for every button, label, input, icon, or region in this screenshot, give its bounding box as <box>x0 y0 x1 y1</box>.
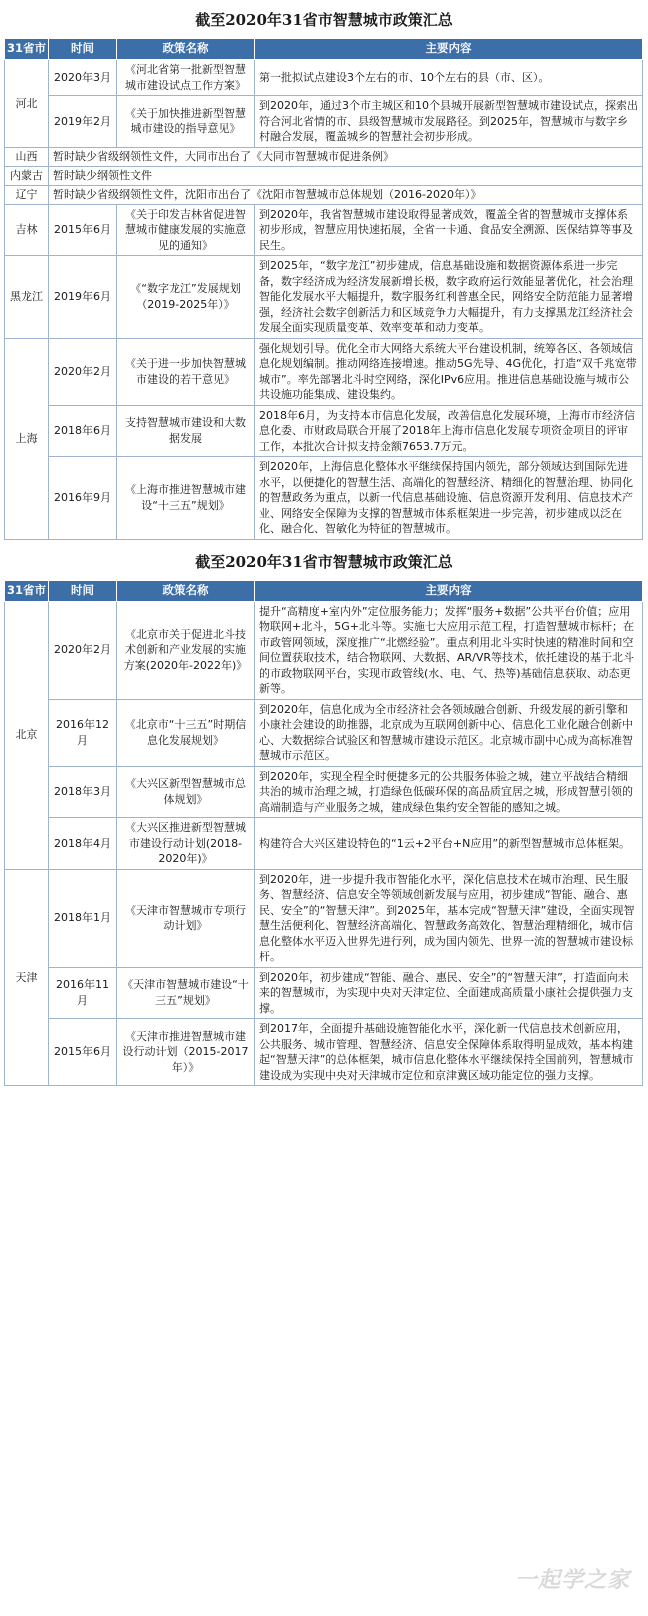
content-cell: 到2020年，初步建成“智能、融合、惠民、安全”的“智慧天津”，打造面向未来的智慧城市，为实现中央对天津定位、全面建成高质量小康社会提供强力支撑。 <box>255 967 643 1019</box>
policy-table-2 <box>4 580 643 1087</box>
policy-cell: 《北京市关于促进北斗技术创新和产业发展的实施方案(2020年-2022年)》 <box>117 601 255 699</box>
time-cell: 2018年1月 <box>49 869 117 967</box>
table-row <box>5 766 643 818</box>
section-title-2: 截至2020年31省市智慧城市政策汇总 <box>195 552 453 571</box>
table-row <box>5 256 643 339</box>
table-row <box>5 967 643 1019</box>
table-row <box>5 96 643 148</box>
policy-cell: 《大兴区新型智慧城市总体规划》 <box>117 766 255 818</box>
time-cell: 2019年6月 <box>49 256 117 339</box>
note-cell: 暂时缺少省级纲领性文件，大同市出台了《大同市智慧城市促进条例》 <box>49 147 643 166</box>
table-row <box>5 818 643 870</box>
content-cell: 到2017年，全面提升基础设施智能化水平，深化新一代信息技术创新应用，公共服务、城市管理、智慧经济、信息安全保障体系取得明显成效，基本构建起“智慧天津”的总体框架，城市信息化整体水平继续保持全国前列，智慧城市建设成为实现中央对天津城市定位和京津冀区域功能定位的强力支撑。 <box>255 1019 643 1086</box>
table-row <box>5 204 643 256</box>
note-cell: 暂时缺少纲领性文件 <box>49 166 643 185</box>
table-row <box>5 405 643 457</box>
time-cell: 2015年6月 <box>49 204 117 256</box>
column-header-policy: 政策名称 <box>117 39 255 60</box>
section-title-1: 截至2020年31省市智慧城市政策汇总 <box>195 11 453 29</box>
policy-cell: 《河北省第一批新型智慧城市建设试点工作方案》 <box>117 60 255 96</box>
province-cell-shanxi: 山西 <box>5 147 49 166</box>
time-cell: 2020年3月 <box>49 60 117 96</box>
table-row <box>5 185 643 204</box>
content-cell: 构建符合大兴区建设特色的“1云+2平台+N应用”的新型智慧城市总体框架。 <box>255 818 643 870</box>
time-cell: 2020年2月 <box>49 338 117 405</box>
content-cell: 提升“高精度+室内外”定位服务能力；发挥“服务+数据”公共平台价值；应用物联网+北斗，5G+北斗等。实施七大应用示范工程，打造智慧城市标杆；在市政管网领域，深度推广“北燃经验”。重点利用北斗实时快速的精准时间和空间位置获取技术，结合物联网、大数据、AR/VR等技术，依托建设的基于北斗的市政物联网平台，实现市政管线(水、电、气、热等)基础信息获取、动态更新等。 <box>255 601 643 699</box>
province-cell-beijing: 北京 <box>5 601 49 869</box>
province-cell-heilongjiang: 黑龙江 <box>5 256 49 339</box>
table-row <box>5 601 643 699</box>
content-cell: 到2025年，“数字龙江”初步建成，信息基础设施和数据资源体系进一步完备，数字经济成为经济发展新增长极，数字政府运行效能显著优化，社会治理智能化发展水平大幅提升，数字服务红利普惠全民，网络安全防范能力显著增强，经济社会数字创新活力和区域竞争力大幅提升，有力支撑黑龙江经济社会发展全面实现质量变革、效率变革和动力变革。 <box>255 256 643 339</box>
time-cell: 2016年12月 <box>49 699 117 766</box>
province-cell-hebei: 河北 <box>5 60 49 148</box>
province-cell-liaoning: 辽宁 <box>5 185 49 204</box>
table-row <box>5 699 643 766</box>
policy-cell: 《大兴区推进新型智慧城市建设行动计划(2018-2020年)》 <box>117 818 255 870</box>
policy-table-1 <box>4 38 643 540</box>
policy-cell: 《关于进一步加快智慧城市建设的若干意见》 <box>117 338 255 405</box>
column-header-content: 主要内容 <box>255 580 643 601</box>
policy-cell: 支持智慧城市建设和大数据发展 <box>117 405 255 457</box>
content-cell: 强化规划引导。优化全市大网络大系统大平台建设机制，统筹各区、各领域信息化规划编制。推动网络连接增速。推动5G先导、4G优化，打造“双千兆宽带城市”。率先部署北斗时空网络，深化IPv6应用。推进信息基础设施与城市公共设施功能集成、建设集约。 <box>255 338 643 405</box>
note-cell: 暂时缺少省级纲领性文件，沈阳市出台了《沈阳市智慧城市总体规划（2016-2020年）》 <box>49 185 643 204</box>
content-cell: 2018年6月，为支持本市信息化发展，改善信息化发展环境，上海市市经济信息化委、市财政局联合开展了2018年上海市信息化发展专项资金项目的评审工作，本批次合计拟支持金额7653.7万元。 <box>255 405 643 457</box>
content-cell: 到2020年，通过3个市主城区和10个县城开展新型智慧城市建设试点，探索出符合河北省情的市、县级智慧城市发展路径。到2025年，智慧城市与数字乡村融合发展，覆盖城乡的智慧社会初步形成。 <box>255 96 643 148</box>
table-row <box>5 457 643 540</box>
province-cell-neimenggu: 内蒙古 <box>5 166 49 185</box>
policy-cell: 《关于加快推进新型智慧城市建设的指导意见》 <box>117 96 255 148</box>
time-cell: 2016年11月 <box>49 967 117 1019</box>
content-cell: 到2020年，信息化成为全市经济社会各领域融合创新、升级发展的新引擎和小康社会建设的助推器，北京成为互联网创新中心、信息化工业化融合创新中心、大数据综合试验区和智慧城市建设示范区。北京城市副中心成为高标准智慧城市示范区。 <box>255 699 643 766</box>
content-cell: 到2020年，进一步提升我市智能化水平，深化信息技术在城市治理、民生服务、智慧经济、信息安全等领域创新发展与应用，初步建成“智能、融合、惠民、安全”的“智慧天津”。到2025年，基本完成“智慧天津”建设，全面实现智慧生活便利化、智慧经济高端化、智慧政务高效化、智慧治理精细化，城市信息化整体水平迈入世界先进行列，成为国内领先、世界一流的智慧城市建设标杆。 <box>255 869 643 967</box>
content-cell: 到2020年，上海信息化整体水平继续保持国内领先，部分领域达到国际先进水平，以便捷化的智慧生活、高端化的智慧经济、精细化的智慧治理、协同化的智慧政务为重点，以新一代信息基础设施、信息资源开发利用、信息技术产业、网络安全保障为支撑的智慧城市体系框架进一步完善，初步建成以泛在化、融合化、智敏化为特征的智慧城市。 <box>255 457 643 540</box>
time-cell: 2018年6月 <box>49 405 117 457</box>
policy-cell: 《关于印发吉林省促进智慧城市健康发展的实施意见的通知》 <box>117 204 255 256</box>
table-row <box>5 60 643 96</box>
time-cell: 2018年3月 <box>49 766 117 818</box>
time-cell: 2018年4月 <box>49 818 117 870</box>
province-cell-tianjin: 天津 <box>5 869 49 1086</box>
province-cell-shanghai: 上海 <box>5 338 49 539</box>
policy-cell: 《天津市智慧城市建设“十三五”规划》 <box>117 967 255 1019</box>
column-header-content: 主要内容 <box>255 39 643 60</box>
column-header-time: 时间 <box>49 39 117 60</box>
table-row <box>5 338 643 405</box>
time-cell: 2019年2月 <box>49 96 117 148</box>
content-cell: 到2020年，实现全程全时便捷多元的公共服务体验之城，建立平战结合精细共治的城市治理之城，打造绿色低碳环保的高品质宜居之城，形成智慧引领的高端制造与产业服务之城，建成绿色集约安全智能的感知之城。 <box>255 766 643 818</box>
content-cell: 第一批拟试点建设3个左右的市、10个左右的县（市、区）。 <box>255 60 643 96</box>
table-row <box>5 869 643 967</box>
policy-cell: 《天津市推进智慧城市建设行动计划（2015-2017年）》 <box>117 1019 255 1086</box>
policy-cell: 《“数字龙江”发展规划（2019-2025年）》 <box>117 256 255 339</box>
time-cell: 2020年2月 <box>49 601 117 699</box>
time-cell: 2015年6月 <box>49 1019 117 1086</box>
table-row <box>5 1019 643 1086</box>
column-header-province: 31省市 <box>5 580 49 601</box>
table-header-row <box>5 39 643 60</box>
province-cell-jilin: 吉林 <box>5 204 49 256</box>
policy-cell: 《上海市推进智慧城市建设“十三五”规划》 <box>117 457 255 540</box>
table-header-row <box>5 580 643 601</box>
time-cell: 2016年9月 <box>49 457 117 540</box>
table-row <box>5 166 643 185</box>
policy-cell: 《北京市“十三五”时期信息化发展规划》 <box>117 699 255 766</box>
policy-cell: 《天津市智慧城市专项行动计划》 <box>117 869 255 967</box>
content-cell: 到2020年，我省智慧城市建设取得显著成效，覆盖全省的智慧城市支撑体系初步形成，智慧应用快速拓展，全省一卡通、食品安全溯源、医保结算等事及民生。 <box>255 204 643 256</box>
column-header-province: 31省市 <box>5 39 49 60</box>
table-row <box>5 147 643 166</box>
column-header-policy: 政策名称 <box>117 580 255 601</box>
site-watermark: 一起学之家 <box>514 1568 630 1593</box>
column-header-time: 时间 <box>49 580 117 601</box>
